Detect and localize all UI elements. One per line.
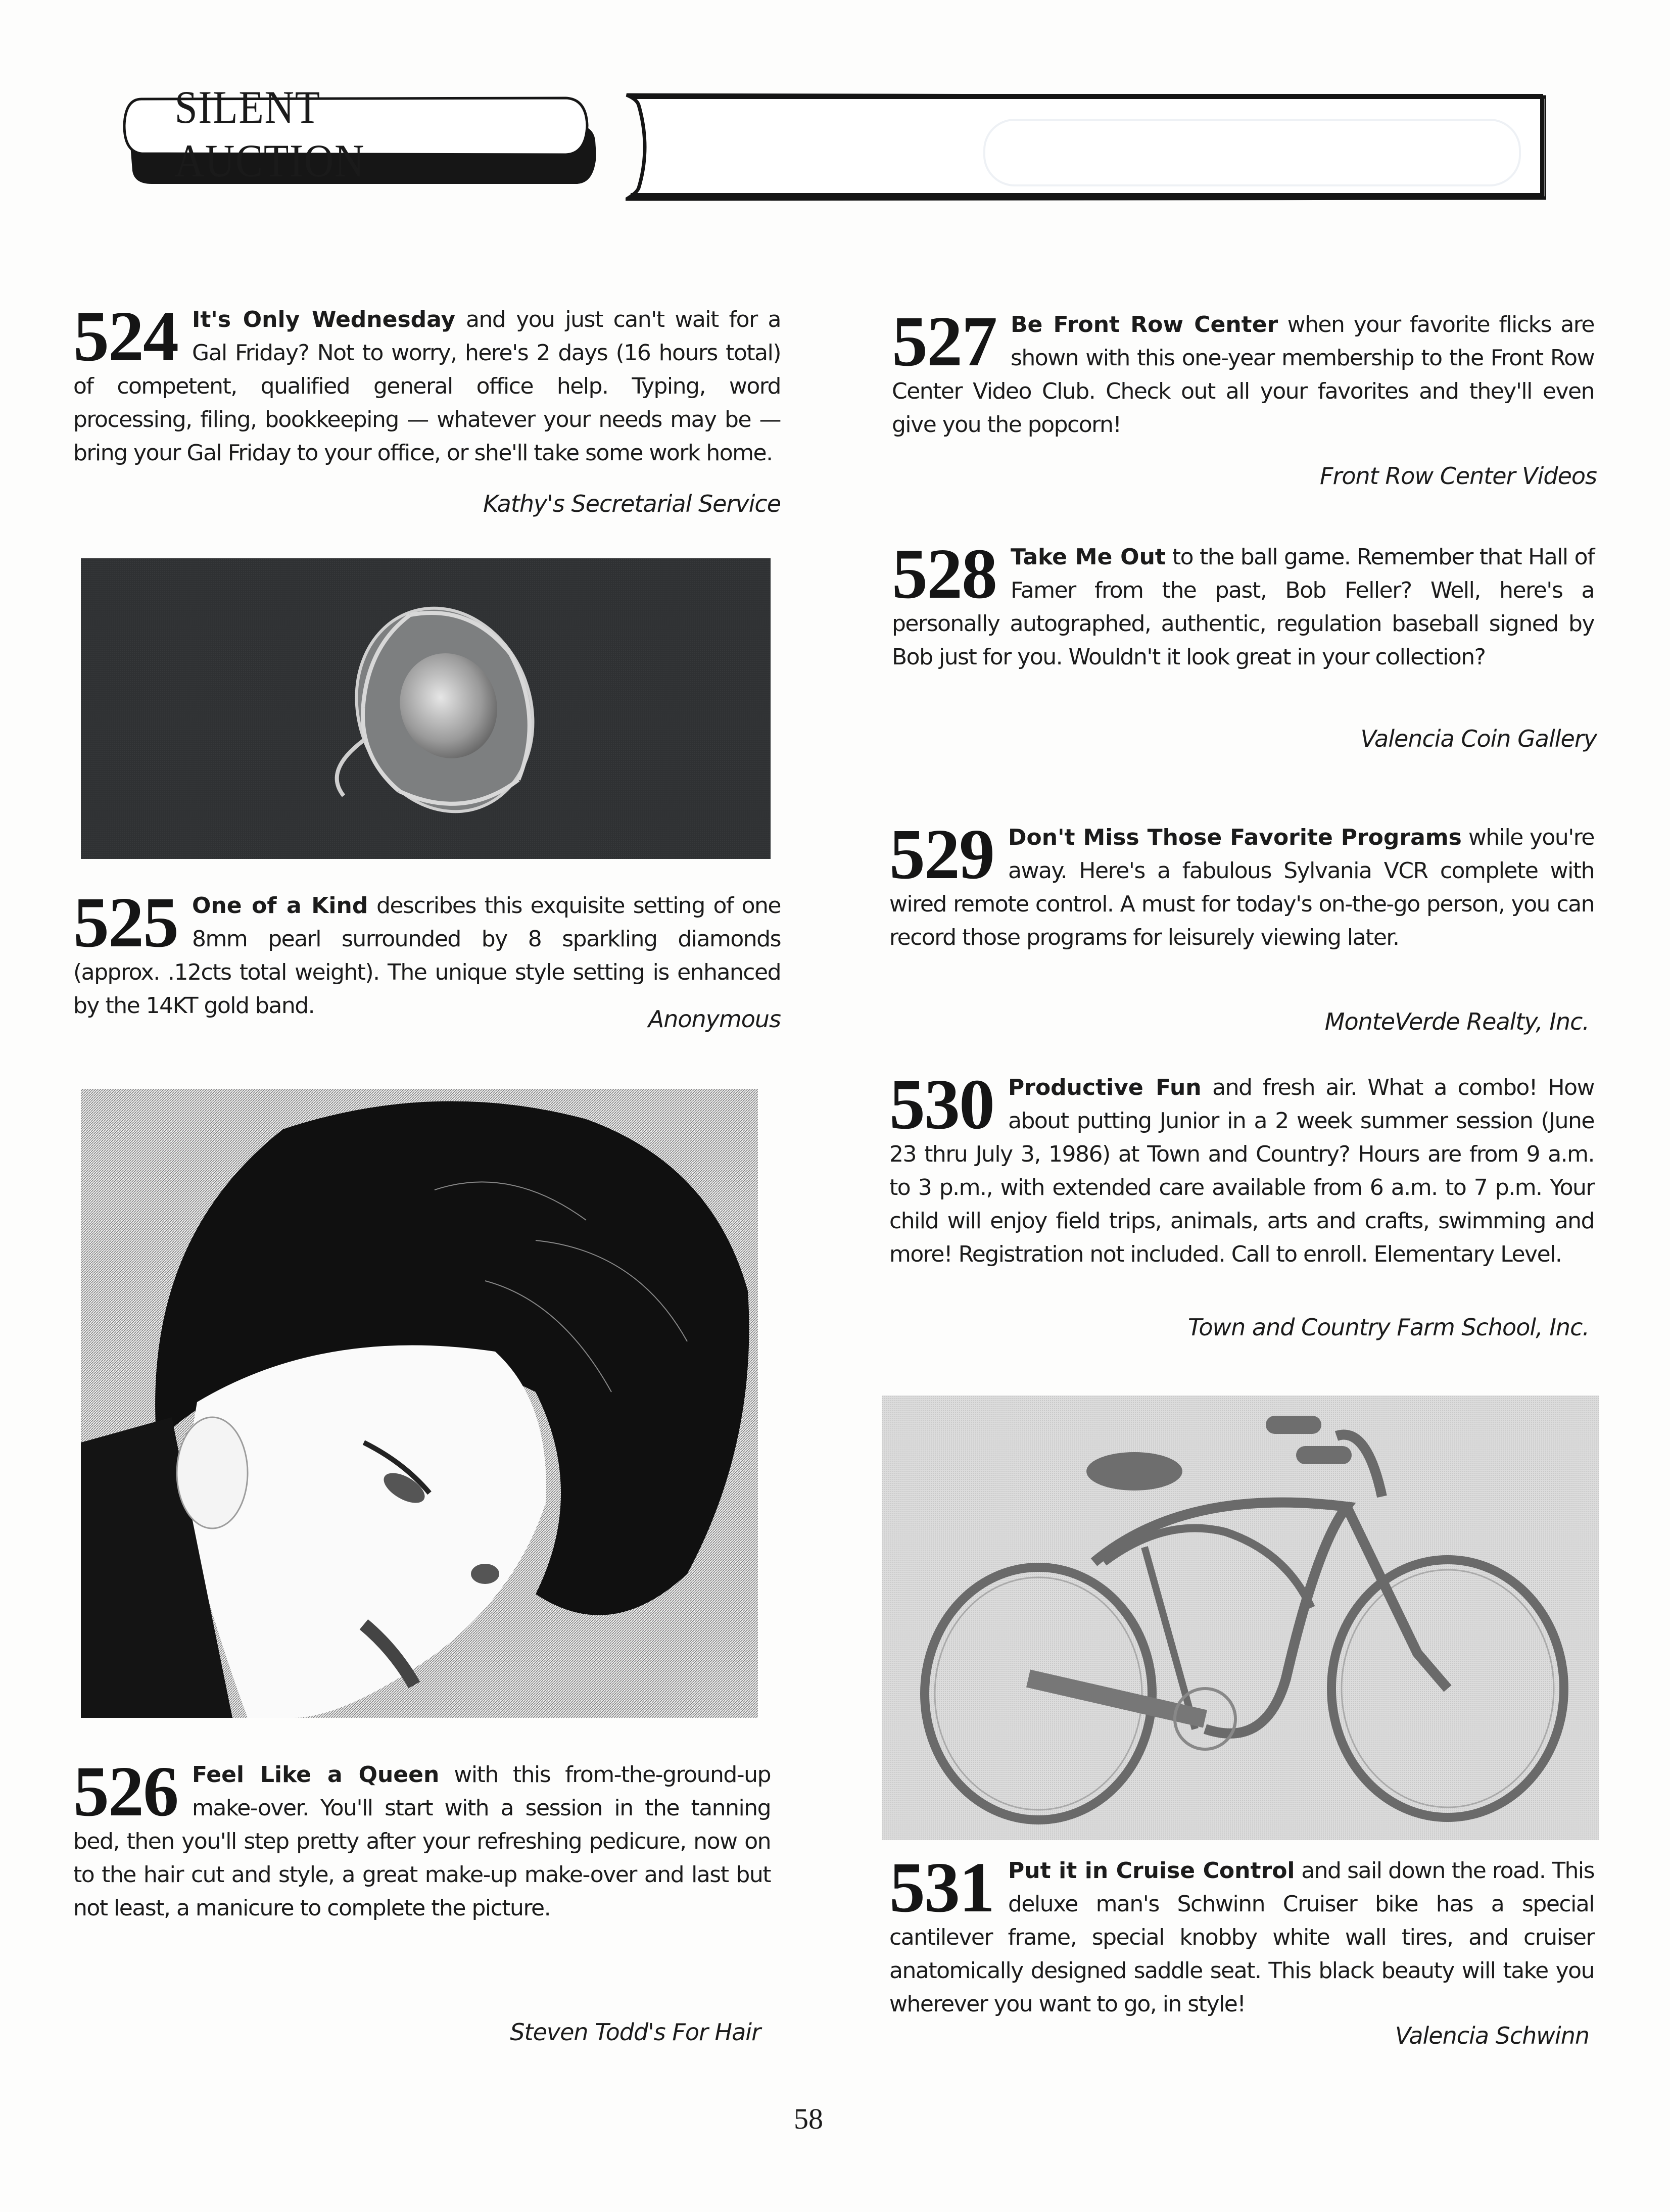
header-banner-frame xyxy=(626,92,1546,201)
auction-item-525 xyxy=(73,882,781,1023)
woman-portrait-image xyxy=(81,1089,758,1718)
makeover-illustration xyxy=(81,1089,758,1718)
item-lead: Feel Like a Queen xyxy=(192,1762,440,1788)
item-description: and you just can't wait for a Gal Friday? Not to worry, here's 2 days (16 hours total) of competent, qualified general office help. Typing, word processing, filing, bookkeeping — whatever your needs may be — bring your Gal Friday to your office, or she'll take some work home. xyxy=(73,307,781,466)
item-number: 525 xyxy=(73,882,178,962)
item-lead: Productive Fun xyxy=(1008,1075,1202,1100)
item-lead: Be Front Row Center xyxy=(1011,312,1278,338)
item-description: to the ball game. Remember that Hall of Famer from the past, Bob Feller? Well, here's a personally autographed, authentic, regulation baseball signed by Bob just for you. Wouldn't it look great in your collection? xyxy=(892,544,1594,670)
section-title: SILENT AUCTION xyxy=(174,81,365,186)
section-header-tab xyxy=(121,81,606,186)
item-number: 529 xyxy=(889,814,994,894)
item-number: 530 xyxy=(889,1064,994,1144)
item-donor-527: Front Row Center Videos xyxy=(1320,462,1597,490)
item-lead: Put it in Cruise Control xyxy=(1008,1858,1295,1884)
item-number: 527 xyxy=(892,301,996,381)
item-lead: It's Only Wednesday xyxy=(192,307,456,332)
auction-item-531 xyxy=(889,1847,1594,2021)
auction-item-526 xyxy=(73,1751,771,1925)
pearl-ring-image xyxy=(81,558,771,859)
item-description: and sail down the road. This deluxe man's Schwinn Cruiser bike has a special cantilever frame, special knobby white wall tires, and cruiser anatomically designed saddle seat. This black beauty will take you wherever you want to go, in style! xyxy=(889,1858,1594,2017)
item-number: 531 xyxy=(889,1847,994,1927)
item-lead: Don't Miss Those Favorite Programs xyxy=(1008,825,1462,850)
item-donor-525: Anonymous xyxy=(648,1005,781,1033)
auction-item-527 xyxy=(892,301,1595,442)
item-description: with this from-the-ground-up make-over. You'll start with a session in the tanning bed, then you'll step pretty after your refreshing pedicure, now on to the hair cut and style, a great make-up make-over and last but not least, a manicure to complete the picture. xyxy=(73,1762,771,1921)
item-donor-529: MonteVerde Realty, Inc. xyxy=(1324,1008,1589,1035)
item-description: describes this exquisite setting of one 8mm pearl surrounded by 8 sparkling diamonds (approx. .12cts total weight). The unique style setting is enhanced by the 14KT gold band. xyxy=(73,893,781,1019)
item-number: 528 xyxy=(892,534,996,613)
item-number: 524 xyxy=(73,296,178,376)
ring-photo xyxy=(81,558,771,859)
item-donor-524: Kathy's Secretarial Service xyxy=(483,490,781,517)
auction-item-524 xyxy=(73,296,781,470)
item-description: when your favorite flicks are shown with this one-year membership to the Front Row Center Video Club. Check out all your favorites and they'll even give you the popcorn! xyxy=(892,312,1595,438)
item-donor-526: Steven Todd's For Hair xyxy=(510,2018,760,2046)
item-lead: One of a Kind xyxy=(192,893,368,919)
auction-item-530 xyxy=(889,1064,1594,1271)
item-lead: Take Me Out xyxy=(1011,544,1166,570)
item-donor-531: Valencia Schwinn xyxy=(1395,2022,1589,2049)
bike-photo xyxy=(882,1396,1599,1840)
item-description: while you're away. Here's a fabulous Sylvania VCR complete with wired remote control. A must for today's on-the-go person, you can record those programs for leisurely viewing later. xyxy=(889,825,1594,950)
item-donor-530: Town and Country Farm School, Inc. xyxy=(1187,1314,1589,1341)
page-number: 58 xyxy=(794,2102,823,2135)
item-donor-528: Valencia Coin Gallery xyxy=(1360,725,1597,752)
header-banner-box xyxy=(626,92,1546,201)
item-description: and fresh air. What a combo! How about putting Junior in a 2 week summer session (June 23 thru July 3, 1986) at Town and Country? Hours are from 9 a.m. to 3 p.m., with extended care available from 6 a.m. to 7 p.m. Your child will enjoy field trips, animals, arts and crafts, swimming and more! Registration not included. Call to enroll. Elementary Level. xyxy=(889,1075,1594,1267)
item-number: 526 xyxy=(73,1751,178,1831)
schwinn-cruiser-bike-image xyxy=(882,1396,1599,1840)
auction-item-528 xyxy=(892,534,1594,674)
auction-item-529 xyxy=(889,814,1594,954)
